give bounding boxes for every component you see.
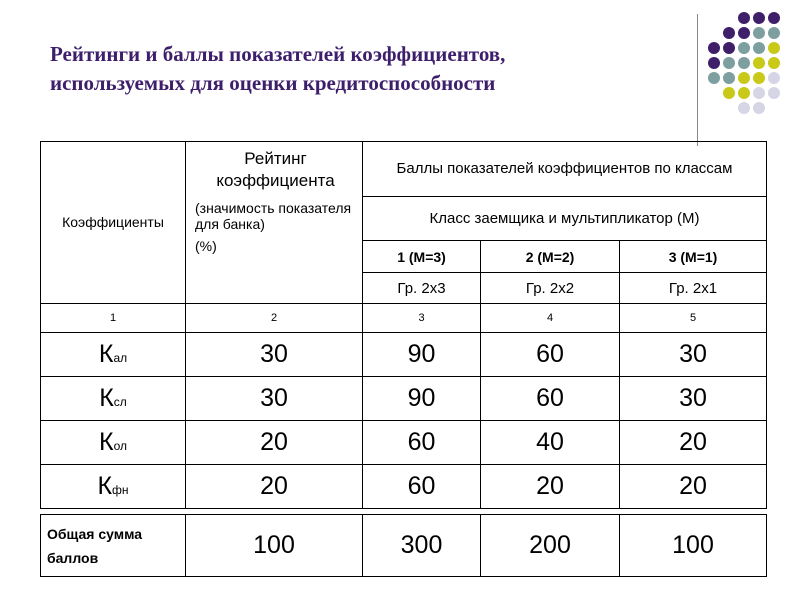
table-row (41, 377, 767, 421)
rating-header-unit: (%) (195, 238, 217, 254)
decorative-dot (708, 42, 720, 54)
decorative-dot (753, 12, 765, 24)
decorative-dot (723, 72, 735, 84)
decorative-dot (723, 57, 735, 69)
slide-title (50, 40, 650, 98)
title-line-2: используемых для оценки кредитоспособности (50, 71, 496, 95)
table-row (41, 421, 767, 465)
column-number: 1 (41, 304, 186, 333)
decorative-dot (753, 57, 765, 69)
coefficient-name: Кфн (41, 465, 186, 509)
decorative-dot (738, 87, 750, 99)
ratings-table (40, 141, 767, 509)
rating-value: 30 (186, 377, 363, 421)
total-class-2: 200 (481, 515, 620, 577)
class-2-header: 2 (М=2) (481, 241, 620, 273)
class-3-score: 20 (620, 465, 767, 509)
decorative-vertical-line (697, 14, 698, 146)
total-row (41, 515, 767, 577)
scores-header: Баллы показателей коэффициентов по классам (363, 142, 767, 197)
total-rating: 100 (186, 515, 363, 577)
class-2-score: 40 (481, 421, 620, 465)
decorative-dot (768, 12, 780, 24)
class-3-score: 30 (620, 333, 767, 377)
class-3-score: 30 (620, 377, 767, 421)
decorative-dot (738, 27, 750, 39)
class-1-score: 60 (363, 465, 481, 509)
decorative-dot (708, 57, 720, 69)
decorative-dot (753, 102, 765, 114)
decorative-dot (768, 42, 780, 54)
column-number: 4 (481, 304, 620, 333)
column-number: 2 (186, 304, 363, 333)
decorative-dot (723, 87, 735, 99)
column-number-row (41, 304, 767, 333)
column-number: 3 (363, 304, 481, 333)
decorative-dot (738, 12, 750, 24)
decorative-dot (738, 42, 750, 54)
decorative-dot (708, 72, 720, 84)
decorative-dot (768, 57, 780, 69)
class-2-score: 60 (481, 333, 620, 377)
coefficient-name: Ксл (41, 377, 186, 421)
total-table (40, 514, 767, 577)
decorative-dot (768, 27, 780, 39)
coefficient-name: Кол (41, 421, 186, 465)
class-1-score: 60 (363, 421, 481, 465)
rating-header-main: Рейтинг коэффициента (216, 149, 335, 190)
rating-value: 30 (186, 333, 363, 377)
coefficients-header: Коэффициенты (41, 142, 186, 304)
title-line-1: Рейтинги и баллы показателей коэффициентов, (50, 42, 506, 66)
decorative-dot (738, 102, 750, 114)
class-1-score: 90 (363, 377, 481, 421)
coefficient-name: Кал (41, 333, 186, 377)
class-2-score: 60 (481, 377, 620, 421)
decorative-dot (753, 42, 765, 54)
total-class-1: 300 (363, 515, 481, 577)
rating-value: 20 (186, 421, 363, 465)
class-2-score: 20 (481, 465, 620, 509)
group-2-header: Гр. 2х2 (481, 273, 620, 304)
class-3-header: 3 (М=1) (620, 241, 767, 273)
rating-header (186, 142, 363, 304)
table-row (41, 465, 767, 509)
decorative-dot (738, 72, 750, 84)
rating-header-note: (значимость показателя для банка) (195, 200, 352, 232)
class-1-header: 1 (М=3) (363, 241, 481, 273)
column-number: 5 (620, 304, 767, 333)
decorative-dot (768, 72, 780, 84)
decorative-dot (723, 42, 735, 54)
class-3-score: 20 (620, 421, 767, 465)
table-row (41, 333, 767, 377)
decorative-dot (753, 87, 765, 99)
group-1-header: Гр. 2х3 (363, 273, 481, 304)
decorative-dot (753, 72, 765, 84)
rating-value: 20 (186, 465, 363, 509)
class-header: Класс заемщика и мультипликатор (М) (363, 197, 767, 241)
group-3-header: Гр. 2х1 (620, 273, 767, 304)
total-label: Общая сумма баллов (41, 515, 186, 577)
total-class-3: 100 (620, 515, 767, 577)
decorative-dot (723, 27, 735, 39)
decorative-dot (768, 87, 780, 99)
decorative-dot (738, 57, 750, 69)
decorative-dot (753, 27, 765, 39)
class-1-score: 90 (363, 333, 481, 377)
